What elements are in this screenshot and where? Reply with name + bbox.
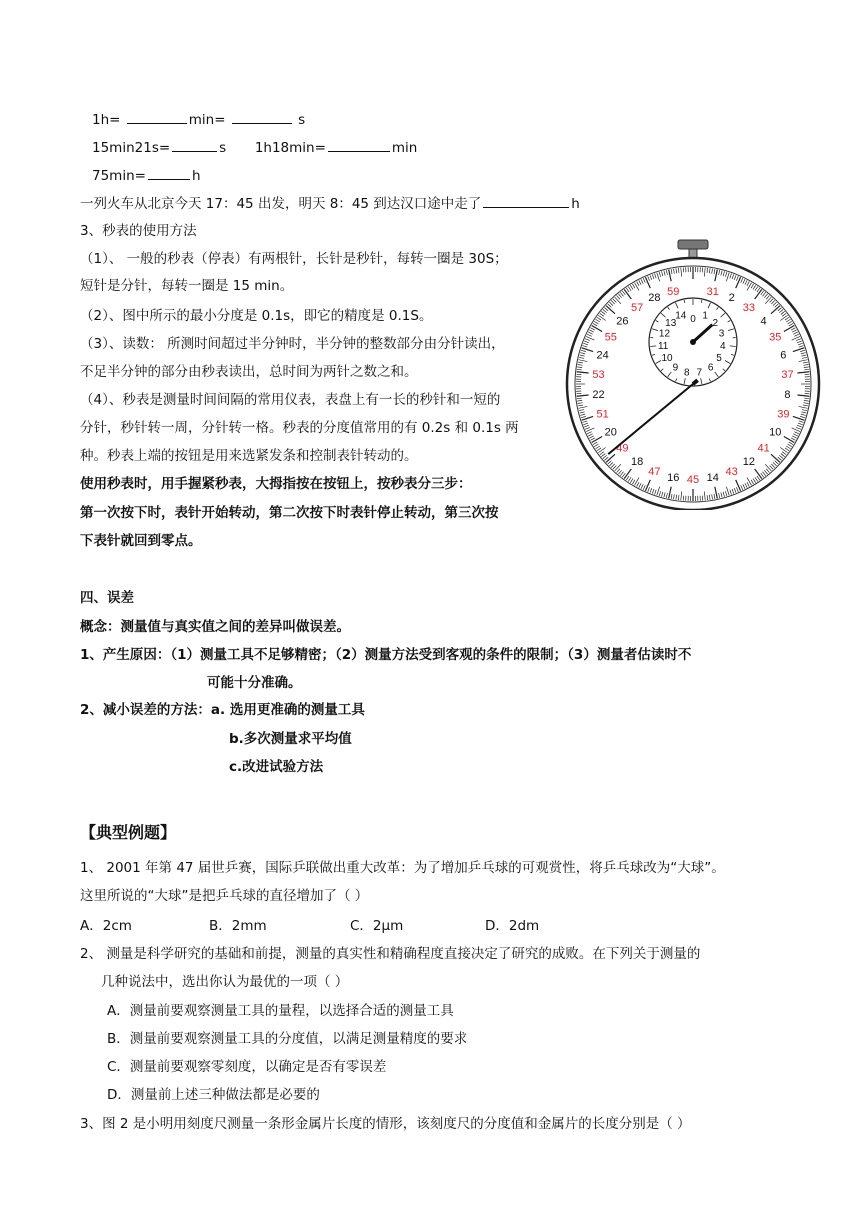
conversion-text: 1h= (92, 112, 121, 128)
section-heading: 四、误差 (80, 590, 134, 606)
dial-label: 53 (592, 369, 605, 382)
conversion-line-2 (92, 137, 417, 158)
q2-option-b[interactable]: B．测量前要观察测量工具的分度值，以满足测量精度的要求 (107, 1031, 468, 1047)
question-line: 3、图 2 是小明用刻度尺测量一条形金属片长度的情形，该刻度尺的分度值和金属片的长度分别是（ ） (80, 1116, 691, 1132)
train-unit: h (571, 196, 580, 212)
causes-line: 1、产生原因：（1）测量工具不足够精密；（2）测量方法受到客观的条件的限制；（3）测量者估读时不 (80, 647, 692, 663)
conversion-text: s (298, 112, 306, 128)
dial-label: 8 (784, 388, 791, 401)
dial-label: 33 (742, 302, 755, 315)
section-heading: 3、秒表的使用方法 (80, 223, 197, 239)
dial-label: 28 (648, 292, 661, 305)
dial-label: 39 (777, 408, 790, 421)
dial-label: 51 (596, 408, 609, 421)
conversion-text: s (219, 140, 227, 156)
q1-option-a[interactable]: A．2cm (80, 918, 132, 934)
reduce-line: b.多次测量求平均值 (229, 731, 352, 747)
conversion-line-3 (92, 165, 201, 186)
reduce-line: 2、减小误差的方法：a. 选用更准确的测量工具 (80, 702, 365, 718)
subdial-label: 14 (675, 310, 687, 322)
subdial-label: 6 (707, 362, 714, 374)
dial-label: 45 (686, 474, 700, 486)
subdial-zero-label: 0 (690, 314, 696, 325)
paragraph-line: 分针，秒针转一周，分针转一格。秒表的分度值常用的有 0.2s 和 0.1s 两 (80, 420, 519, 436)
dial-label: 55 (604, 331, 617, 344)
subdial-label: 2 (712, 317, 719, 329)
q2-option-a[interactable]: A．测量前要观察测量工具的量程，以选择合适的测量工具 (107, 1003, 454, 1019)
conversion-line-1 (92, 109, 305, 130)
q2-option-d[interactable]: D．测量前上述三种做法都是必要的 (107, 1087, 320, 1103)
paragraph-line: 短针是分针，每转一圈是 15 min。 (80, 278, 294, 294)
conversion-text: min= (188, 112, 226, 128)
dial-label: 59 (667, 286, 680, 299)
answer-blank[interactable] (172, 137, 217, 152)
dial-label: 14 (706, 471, 719, 484)
bold-line: 下表针就回到零点。 (80, 533, 202, 549)
dial-label: 22 (592, 388, 605, 401)
answer-blank[interactable] (328, 137, 390, 152)
paragraph-line: （1）、 一般的秒表（停表）有两根针，长针是秒针，每转一圈是 30S； (80, 251, 508, 267)
answer-blank[interactable] (148, 165, 190, 180)
subdial-label: 7 (696, 367, 703, 379)
dial-label: 2 (728, 292, 735, 305)
dial-label: 57 (631, 302, 644, 315)
dial-label: 37 (781, 369, 794, 382)
paragraph-line: （4）、秒表是测量时间间隔的常用仪表，表盘上有一长的秒针和一短的 (80, 392, 501, 408)
bold-line: 第一次按下时，表针开始转动，第二次按下时表针停止转动，第三次按 (80, 505, 499, 521)
reduce-line: c.改进试验方法 (229, 759, 324, 775)
dial-label: 43 (725, 465, 738, 478)
subdial-label: 8 (683, 367, 690, 379)
subdial-label: 4 (720, 341, 726, 353)
dial-label: 41 (757, 442, 770, 455)
question-line: 这里所说的“大球”是把乒乓球的直径增加了（ ） (80, 888, 369, 904)
paragraph-line: 种。秒表上端的按钮是用来选紧发条和控制表针转动的。 (80, 448, 418, 464)
dial-label: 20 (604, 426, 617, 439)
subdial-label: 10 (661, 353, 673, 364)
conversion-text: 75min= (92, 168, 146, 184)
bold-line: 使用秒表时，用手握紧秒表，大拇指按在按钮上，按秒表分三步： (80, 476, 472, 492)
subdial-label: 1 (702, 310, 708, 322)
conversion-text: 15min21s= (92, 140, 171, 156)
dial-label: 18 (631, 455, 644, 468)
dial-label: 6 (780, 349, 787, 362)
stopwatch-figure (556, 234, 830, 510)
subdial-pin (690, 339, 696, 345)
paragraph-line: 不足半分钟的部分由秒表读出，总时间为两针之数之和。 (80, 364, 418, 380)
concept-line: 概念：测量值与真实值之间的差异叫做误差。 (80, 619, 350, 635)
conversion-text: 1h18min= (254, 140, 326, 156)
dial-label: 35 (769, 331, 782, 344)
answer-blank[interactable] (483, 193, 569, 208)
subdial-label: 5 (716, 353, 722, 364)
dial-label: 26 (616, 315, 629, 328)
subdial-label: 3 (718, 328, 725, 340)
q1-option-b[interactable]: B．2mm (209, 918, 267, 934)
q1-option-d[interactable]: D．2dm (485, 918, 540, 934)
q2-option-c[interactable]: C．测量前要观察零刻度，以确定是否有零误差 (107, 1059, 387, 1075)
question-line: 几种说法中，选出你认为最优的一项（ ） (101, 974, 349, 990)
dial-label: 10 (769, 426, 782, 439)
train-question (80, 193, 580, 214)
dial-label: 31 (706, 286, 719, 299)
q1-option-c[interactable]: C．2μm (350, 918, 404, 934)
answer-blank[interactable] (232, 109, 292, 124)
dial-label: 4 (760, 315, 767, 328)
subdial-label: 12 (658, 328, 671, 340)
dial-label: 24 (596, 349, 609, 362)
examples-heading: 【典型例题】 (80, 823, 177, 842)
subdial-label: 13 (665, 317, 677, 329)
subdial-label: 11 (657, 341, 669, 353)
dial-label: 12 (742, 455, 755, 468)
paragraph-line: （2）、图中所示的最小分度是 0.1s，即它的精度是 0.1S。 (80, 308, 433, 324)
train-text: 一列火车从北京今天 17：45 出发，明天 8：45 到达汉口途中走了 (80, 196, 482, 212)
question-line: 2、 测量是科学研究的基础和前提，测量的真实性和精确程度直接决定了研究的成败。在下列关于测量的 (80, 946, 701, 962)
causes-line: 可能十分准确。 (207, 675, 302, 691)
dial-label: 49 (616, 442, 629, 455)
answer-blank[interactable] (127, 109, 187, 124)
conversion-text: h (191, 168, 201, 184)
question-line: 1、 2001 年第 47 届世乒赛，国际乒联做出重大改革：为了增加乒乓球的可观赏性，将乒乓球改为“大球”。 (80, 860, 725, 876)
subdial-label: 9 (672, 362, 679, 374)
paragraph-line: （3）、读数： 所测时间超过半分钟时，半分钟的整数部分由分针读出， (80, 336, 505, 352)
dial-label: 47 (648, 465, 661, 478)
dial-label: 16 (667, 471, 680, 484)
conversion-text: min (391, 140, 418, 156)
